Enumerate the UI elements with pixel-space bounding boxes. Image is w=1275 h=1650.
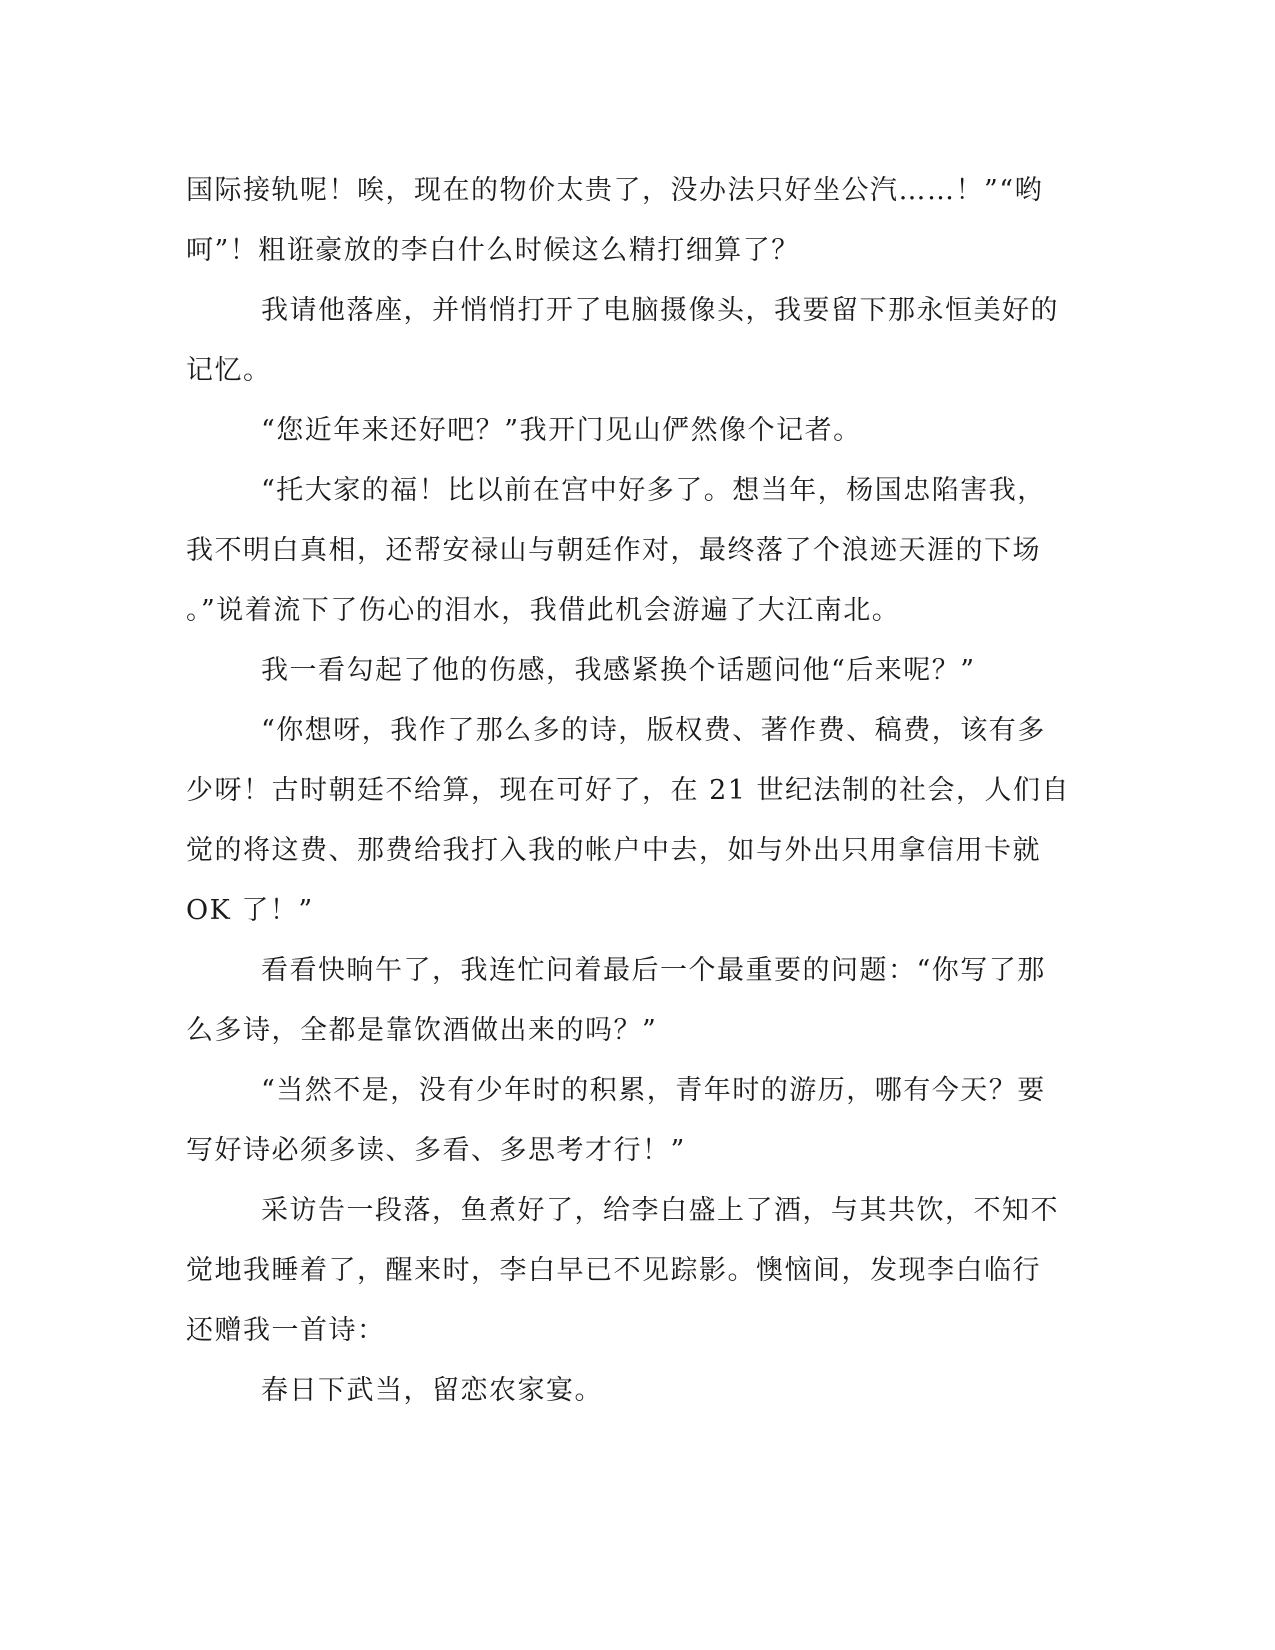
paragraph-start-line: 我一看勾起了他的伤感，我感紧换个话题问他“后来呢？” xyxy=(261,655,976,686)
text-line: 少呀！古时朝廷不给算，现在可好了，在 21 世纪法制的社会，人们自 xyxy=(186,775,1071,806)
paragraph-start-line: “当然不是，没有少年时的积累，青年时的游历，哪有今天？要 xyxy=(261,1075,1046,1106)
paragraph-start-line: 我请他落座，并悄悄打开了电脑摄像头，我要留下那永恒美好的 xyxy=(261,295,1059,326)
text-line: 觉的将这费、那费给我打入我的帐户中去，如与外出只用拿信用卡就 xyxy=(186,835,1041,866)
paragraph-start-line: “托大家的福！比以前在宫中好多了。想当年，杨国忠陷害我， xyxy=(261,475,1046,506)
text-line: 。”说着流下了伤心的泪水，我借此机会游遍了大江南北。 xyxy=(186,595,901,626)
text-line: 我不明白真相，还帮安禄山与朝廷作对，最终落了个浪迹天涯的下场 xyxy=(186,535,1041,566)
paragraph-start-line: “你想呀，我作了那么多的诗，版权费、著作费、稿费，该有多 xyxy=(261,715,1046,746)
text-line: 觉地我睡着了，醒来时，李白早已不见踪影。懊恼间，发现李白临行 xyxy=(186,1255,1041,1286)
text-line: 还赠我一首诗： xyxy=(186,1315,386,1346)
poem-line: 春日下武当，留恋农家宴。 xyxy=(261,1375,603,1406)
text-line: 么多诗，全都是靠饮酒做出来的吗？” xyxy=(186,1015,658,1046)
paragraph-start-line: 采访告一段落，鱼煮好了，给李白盛上了酒，与其共饮，不知不 xyxy=(261,1195,1059,1226)
paragraph-start-line: “您近年来还好吧？”我开门见山俨然像个记者。 xyxy=(261,415,862,446)
text-line: 写好诗必须多读、多看、多思考才行！” xyxy=(186,1135,686,1166)
text-line: 国际接轨呢！唉，现在的物价太贵了，没办法只好坐公汽……！”“哟 xyxy=(186,175,1044,206)
text-line: OK 了！” xyxy=(186,895,314,926)
text-line: 记忆。 xyxy=(186,355,272,386)
text-line: 呵”！粗诳豪放的李白什么时候这么精打细算了？ xyxy=(186,235,800,266)
paragraph-start-line: 看看快晌午了，我连忙问着最后一个最重要的问题：“你写了那 xyxy=(261,955,1046,986)
